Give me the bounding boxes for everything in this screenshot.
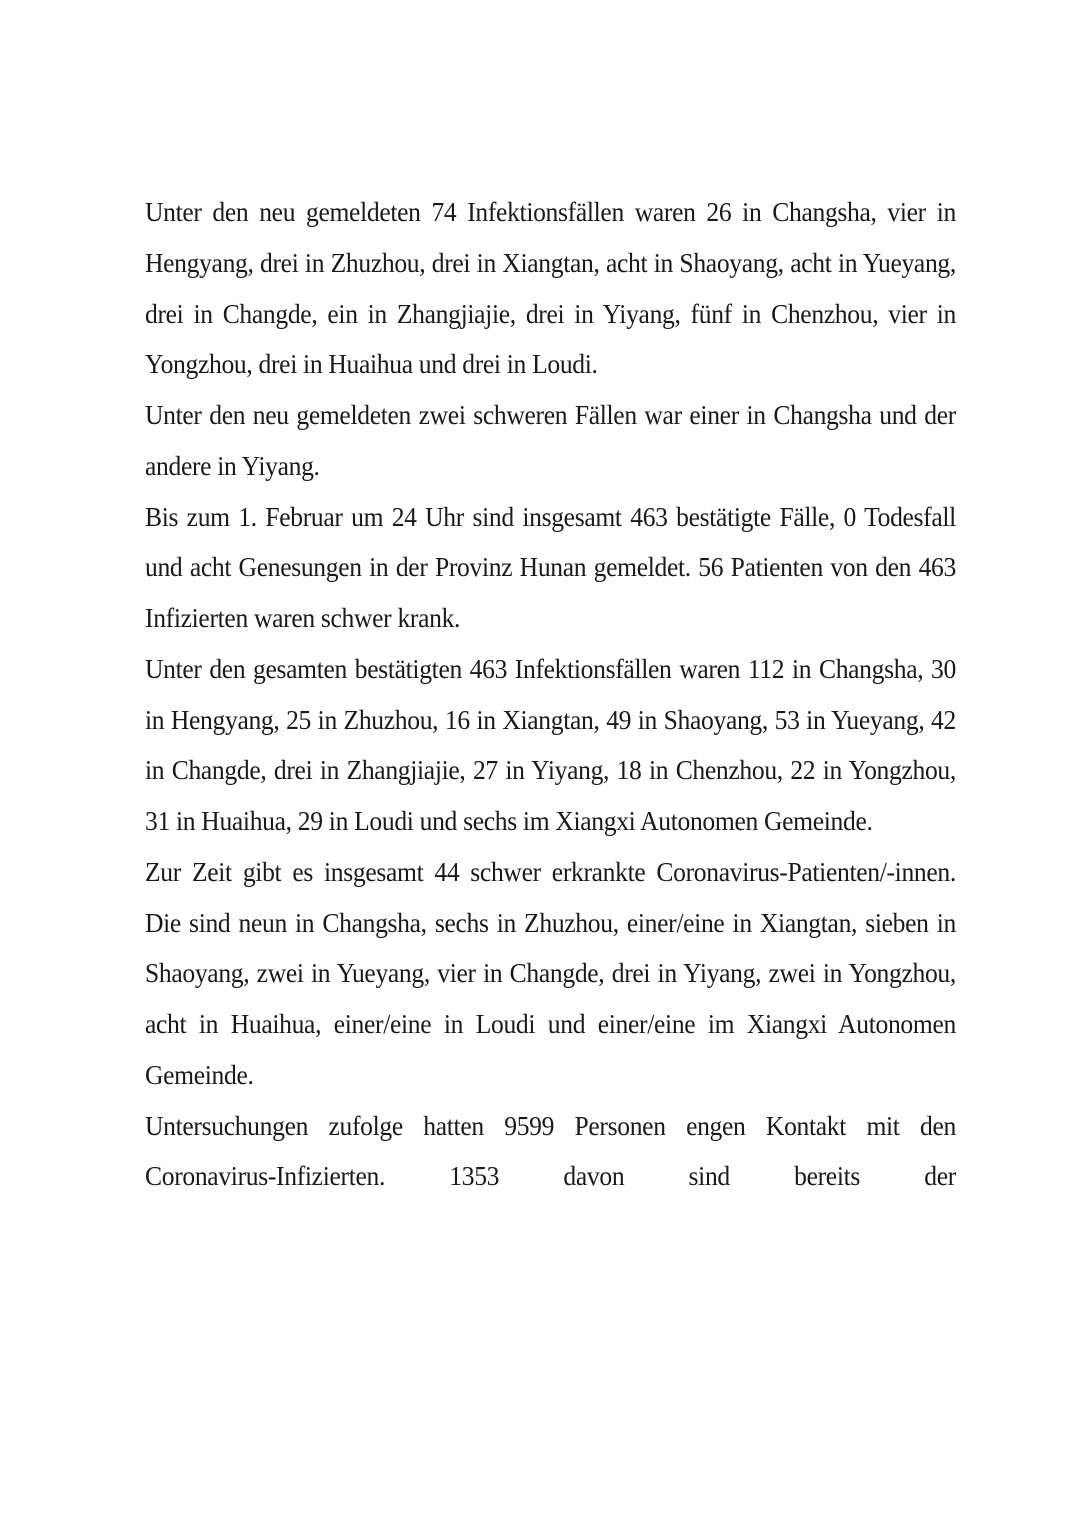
document-page — [145, 187, 956, 1202]
paragraph-new-infections: Unter den neu gemeldeten 74 Infektionsfällen waren 26 in Changsha, vier in Hengyang, drei in Zhuzhou, drei in Xiangtan, acht in Shaoyang, acht in Yueyang, drei in Changde, ein in Zhangjiajie, drei in Yiyang, fünf in Chenzhou, vier in Yongzhou, drei in Huaihua und drei in Loudi. — [145, 196, 956, 380]
paragraph-total-summary: Bis zum 1. Februar um 24 Uhr sind insgesamt 463 bestätigte Fälle, 0 Todesfall und acht Genesungen in der Provinz Hunan gemeldet. 56 Patienten von den 463 Infizierten waren schwer krank. — [145, 500, 956, 633]
paragraph-total-by-city: Unter den gesamten bestätigten 463 Infektionsfällen waren 112 in Changsha, 30 in Hengyang, 25 in Zhuzhou, 16 in Xiangtan, 49 in Shaoyang, 53 in Yueyang, 42 in Changde, drei in Zhangjiajie, 27 in Yiyang, 18 in Chenzhou, 22 in Yongzhou, 31 in Huaihua, 29 in Loudi und sechs im Xiangxi Autonomen Gemeinde. — [145, 652, 956, 836]
paragraph-close-contacts: Untersuchungen zufolge hatten 9599 Personen engen Kontakt mit den Coronavirus-Infizierten. 1353 davon sind bereits der — [145, 1109, 956, 1192]
paragraph-new-severe-cases: Unter den neu gemeldeten zwei schweren Fällen war einer in Changsha und der andere in Yiyang. — [145, 399, 956, 481]
paragraph-severe-patients: Zur Zeit gibt es insgesamt 44 schwer erkrankte Coronavirus-Patienten/-innen. Die sind neun in Changsha, sechs in Zhuzhou, einer/eine in Xiangtan, sieben in Shaoyang, zwei in Yueyang, vier in Changde, drei in Yiyang, zwei in Yongzhou, acht in Huaihua, einer/eine in Loudi und einer/eine im Xiangxi Autonomen Gemeinde. — [145, 855, 956, 1090]
